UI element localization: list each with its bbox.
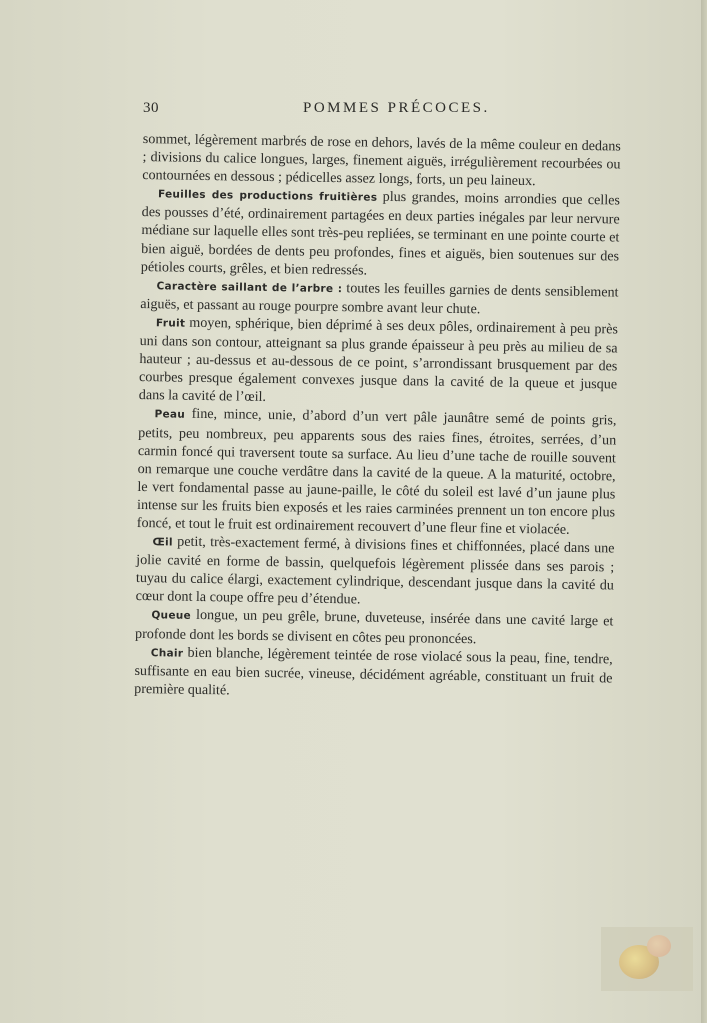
- bleed-through-illustration: [601, 927, 693, 991]
- paragraph-peau: [137, 404, 617, 539]
- page-header: [143, 100, 628, 120]
- paragraph-feuilles: [141, 184, 620, 283]
- paragraph-oeil: [136, 532, 615, 613]
- paragraph-text: sommet, légèrement marbrés de rose en dehors, lavés de la même couleur en dedans ; divisions du calice longues, larges, finement aiguës, irrégulièrement recourbées ou contournées en dessous ; pédicelles assez longs, forts, un peu laineux.: [142, 130, 621, 190]
- term-label: Peau: [154, 408, 186, 422]
- paragraph-text: longue, un peu grêle, brune, duveteuse, insérée dans une cavité large et profonde dont les bords se divisent en côtes peu prononcées.: [134, 607, 614, 647]
- paragraph-text: fine, mince, unie, d’abord d’un vert pâle jaunâtre semé de points gris, petits, peu nombreux, peu apparents sous des raies fines, étroites, serrées, d’un carmin foncé qui traversent toute sa surface. Au lieu d’une tache de rouille souvent on remarque une couche verdâtre dans la cavité de la queue. A la maturité, octobre, le vert fondamental passe au jaune-paille, le côté du soleil est lavé d’un jaune plus intense sur les fruits bien exposés et les raies carminées prennent un ton encore plus foncé, et tout le fruit est ordinairement recouvert d’une fleur fine et violacée.: [136, 406, 617, 538]
- term-label: Chair: [150, 646, 184, 660]
- paragraph-chair: [134, 643, 613, 706]
- paragraph-text: toutes les feuilles garnies de dents sensiblement aiguës, et passant au rouge pourpre sombre avant leur chute.: [140, 279, 619, 318]
- term-label: Feuilles des productions fruitières: [157, 188, 378, 204]
- running-title: POMMES PRÉCOCES.: [303, 100, 490, 116]
- paragraph-text: moyen, sphérique, bien déprimé à ses deux pôles, ordinairement à peu près uni dans son contour, atteignant sa plus grande épaisseur à peu près au milieu de sa hauteur ; au-dessus et au-dessous de ce point, s’arrondissant brusquement par des courbes presque également convexes jusque dans la cavité de la queue et jusque dans la cavité de l’œil.: [138, 314, 619, 406]
- term-label: Caractère saillant de l’arbre :: [156, 279, 343, 295]
- term-label: Queue: [151, 609, 192, 623]
- paragraph-fruit: [139, 313, 618, 412]
- paragraph-text: bien blanche, légèrement teintée de rose violacé sous la peau, fine, tendre, suffisante en eau bien sucrée, vineuse, décidément agréable, constituant un fruit de première qualité.: [134, 644, 613, 699]
- paragraph-text: plus grandes, moins arrondies que celles des pousses d’été, ordinairement partagées en deux parties inégales par leur nervure médiane sur laquelle elles sont très-peu repliées, se terminant en une pointe courte et bien aiguë, bordées de dents peu profondes, fines et aiguës, bien soutenues sur des pétioles courts, grêles, et bien redressés.: [140, 188, 621, 279]
- body-text: [134, 130, 621, 705]
- page-edge: [701, 0, 707, 1023]
- page-number: 30: [143, 100, 159, 116]
- apple-image: [647, 935, 671, 957]
- term-label: Œil: [152, 536, 173, 549]
- paragraph-continuation: [142, 130, 621, 192]
- term-label: Fruit: [155, 317, 186, 330]
- paragraph-text: petit, très-exactement fermé, à divisions fines et chiffonnées, placé dans une jolie cavité en forme de bassin, quelquefois légèrement plissée dans ses parois ; tuyau du calice élargi, exactement cylindrique, descendant jusque dans la cavité du cœur dont la coupe offre peu d’étendue.: [135, 533, 615, 608]
